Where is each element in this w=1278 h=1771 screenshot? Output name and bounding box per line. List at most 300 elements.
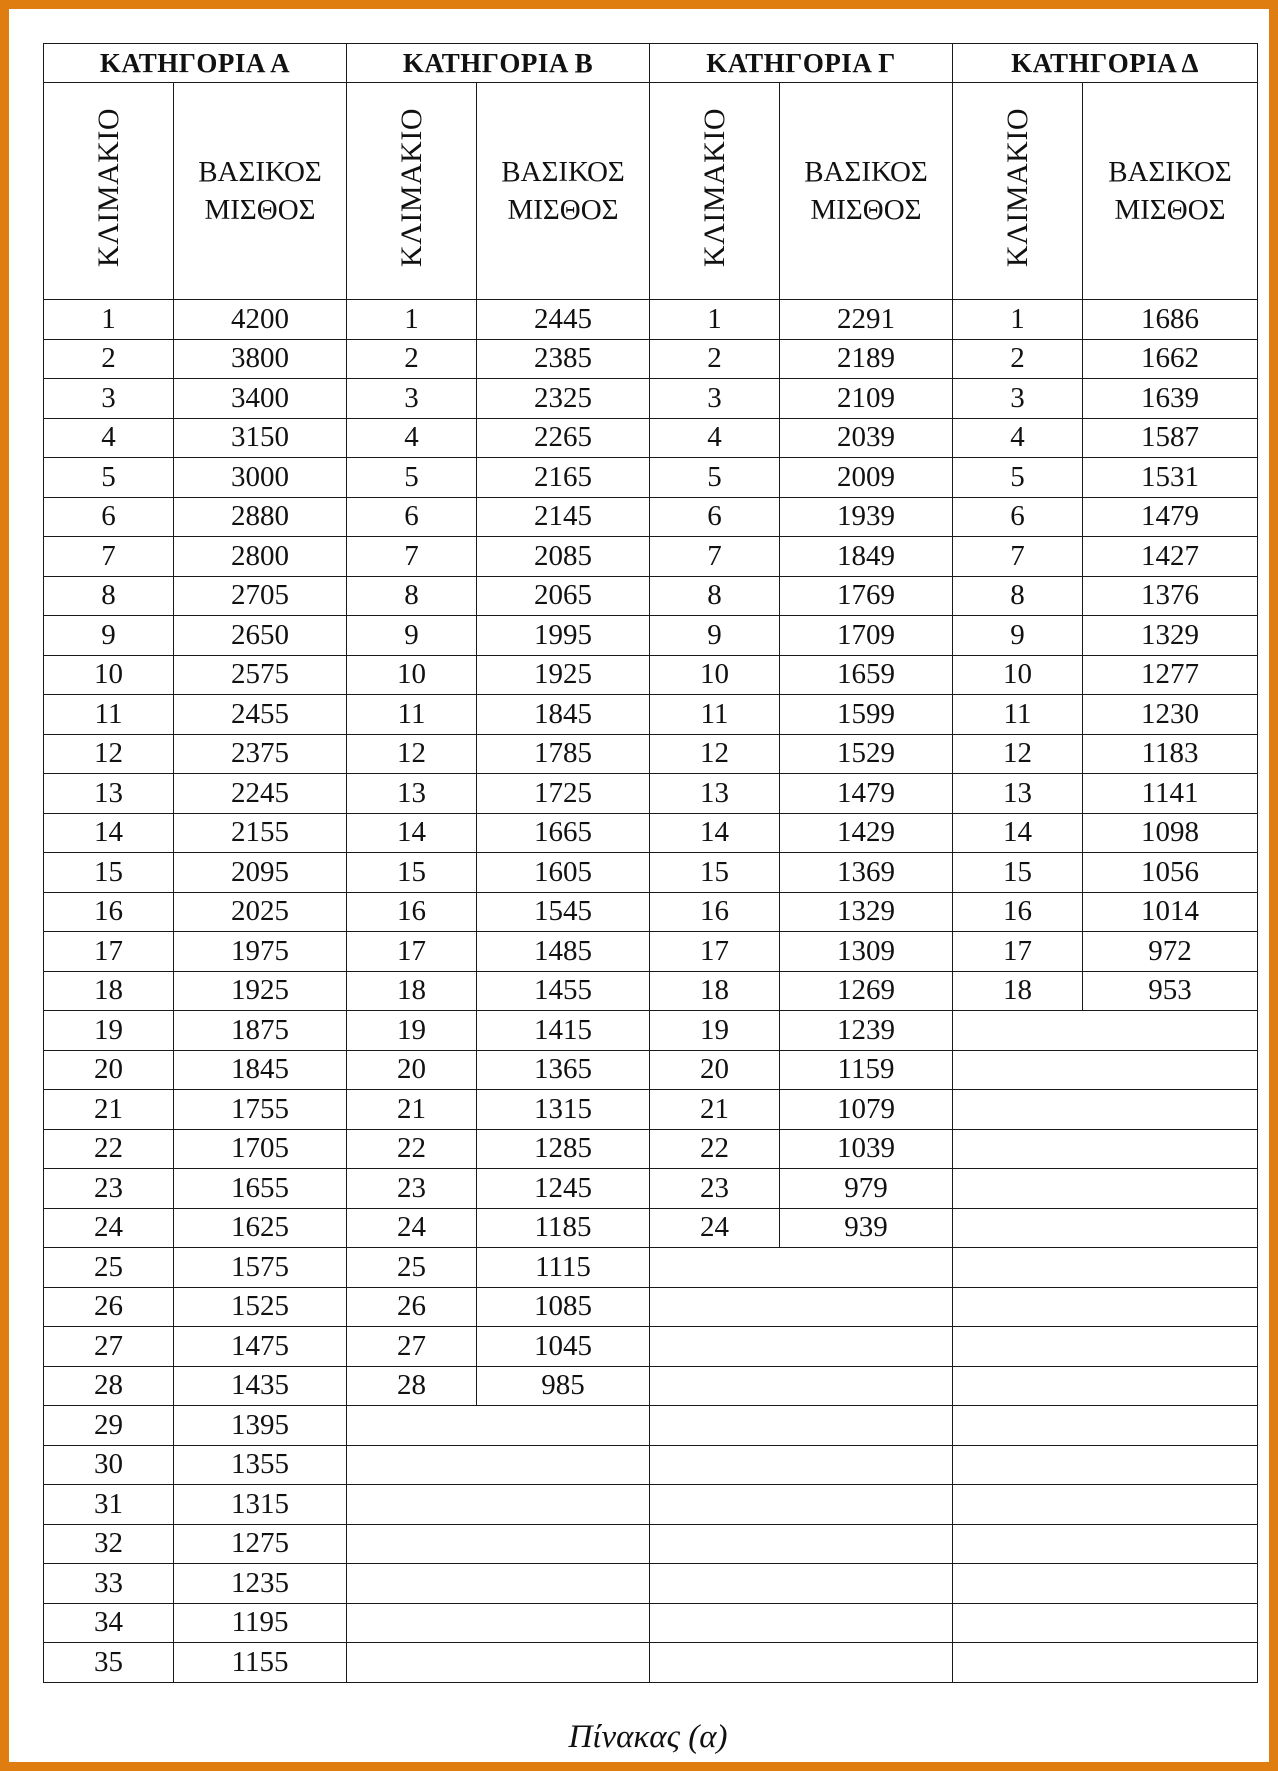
table-row xyxy=(44,1169,1258,1209)
salary-cell: 2705 xyxy=(174,576,347,616)
salary-cell: 1455 xyxy=(477,971,650,1011)
salary-cell: 1183 xyxy=(1083,734,1258,774)
salary-cell: 1115 xyxy=(477,1248,650,1288)
step-cell: 14 xyxy=(953,813,1083,853)
step-cell: 21 xyxy=(347,1090,477,1130)
salary-cell: 1155 xyxy=(174,1643,347,1683)
step-cell: 17 xyxy=(650,932,780,972)
salary-cell: 1655 xyxy=(174,1169,347,1209)
step-header-label: ΚΛΙΜΑΚΙΟ xyxy=(91,108,125,268)
step-cell: 26 xyxy=(44,1287,174,1327)
table-row xyxy=(44,1129,1258,1169)
salary-cell: 1141 xyxy=(1083,774,1258,814)
salary-header-line2: ΜΙΣΘΟΣ xyxy=(204,194,316,226)
salary-cell: 2265 xyxy=(477,418,650,458)
salary-cell: 2025 xyxy=(174,892,347,932)
salary-cell: 953 xyxy=(1083,971,1258,1011)
empty-cell xyxy=(650,1406,953,1446)
step-cell: 15 xyxy=(44,853,174,893)
salary-cell: 1235 xyxy=(174,1564,347,1604)
step-column-header xyxy=(953,83,1083,300)
step-cell: 23 xyxy=(650,1169,780,1209)
table-row xyxy=(44,655,1258,695)
step-cell: 10 xyxy=(650,655,780,695)
salary-cell: 972 xyxy=(1083,932,1258,972)
step-cell: 1 xyxy=(347,300,477,340)
step-cell: 27 xyxy=(44,1327,174,1367)
salary-cell: 1039 xyxy=(780,1129,953,1169)
step-cell: 22 xyxy=(44,1129,174,1169)
salary-cell: 2095 xyxy=(174,853,347,893)
empty-cell xyxy=(953,1248,1258,1288)
empty-cell xyxy=(953,1485,1258,1525)
salary-cell: 1599 xyxy=(780,695,953,735)
step-cell: 7 xyxy=(650,537,780,577)
salary-cell: 2880 xyxy=(174,497,347,537)
table-row xyxy=(44,1564,1258,1604)
step-column-header xyxy=(650,83,780,300)
salary-cell: 1639 xyxy=(1083,379,1258,419)
step-cell: 11 xyxy=(347,695,477,735)
empty-cell xyxy=(953,1643,1258,1683)
empty-cell xyxy=(953,1524,1258,1564)
empty-cell xyxy=(953,1169,1258,1209)
salary-cell: 1369 xyxy=(780,853,953,893)
empty-cell xyxy=(953,1564,1258,1604)
empty-cell xyxy=(953,1011,1258,1051)
salary-header-line1: ΒΑΣΙΚΟΣ xyxy=(501,156,625,188)
salary-header-line1: ΒΑΣΙΚΟΣ xyxy=(1108,156,1232,188)
salary-cell: 979 xyxy=(780,1169,953,1209)
empty-cell xyxy=(953,1129,1258,1169)
salary-cell: 1285 xyxy=(477,1129,650,1169)
step-cell: 12 xyxy=(953,734,1083,774)
table-caption: Πίνακας (α) xyxy=(568,1719,728,1755)
step-cell: 19 xyxy=(650,1011,780,1051)
step-cell: 3 xyxy=(44,379,174,419)
step-cell: 5 xyxy=(650,458,780,498)
step-header-label: ΚΛΙΜΑΚΙΟ xyxy=(394,108,428,268)
step-cell: 4 xyxy=(650,418,780,458)
step-cell: 4 xyxy=(953,418,1083,458)
salary-header-line1: ΒΑΣΙΚΟΣ xyxy=(198,156,322,188)
salary-cell: 1329 xyxy=(1083,616,1258,656)
step-cell: 33 xyxy=(44,1564,174,1604)
salary-cell: 1085 xyxy=(477,1287,650,1327)
salary-cell: 1415 xyxy=(477,1011,650,1051)
table-row xyxy=(44,616,1258,656)
salary-cell: 1545 xyxy=(477,892,650,932)
salary-cell: 2189 xyxy=(780,339,953,379)
empty-cell xyxy=(953,1406,1258,1446)
salary-cell: 1315 xyxy=(477,1090,650,1130)
step-cell: 22 xyxy=(650,1129,780,1169)
step-cell: 22 xyxy=(347,1129,477,1169)
salary-cell: 2800 xyxy=(174,537,347,577)
salary-cell: 1665 xyxy=(477,813,650,853)
step-cell: 18 xyxy=(650,971,780,1011)
salary-cell: 2445 xyxy=(477,300,650,340)
salary-cell: 1185 xyxy=(477,1208,650,1248)
salary-cell: 2245 xyxy=(174,774,347,814)
empty-cell xyxy=(650,1643,953,1683)
salary-cell: 1079 xyxy=(780,1090,953,1130)
table-row xyxy=(44,1406,1258,1446)
salary-column-header xyxy=(1083,83,1258,300)
column-header-row xyxy=(44,83,1258,300)
step-cell: 23 xyxy=(44,1169,174,1209)
salary-cell: 2650 xyxy=(174,616,347,656)
step-cell: 17 xyxy=(347,932,477,972)
step-cell: 16 xyxy=(650,892,780,932)
salary-cell: 3150 xyxy=(174,418,347,458)
salary-cell: 985 xyxy=(477,1366,650,1406)
empty-cell xyxy=(953,1366,1258,1406)
salary-rows xyxy=(44,300,1258,1683)
step-cell: 16 xyxy=(347,892,477,932)
step-header-label: ΚΛΙΜΑΚΙΟ xyxy=(1000,108,1034,268)
salary-cell: 2165 xyxy=(477,458,650,498)
step-cell: 8 xyxy=(347,576,477,616)
step-cell: 6 xyxy=(650,497,780,537)
step-cell: 21 xyxy=(44,1090,174,1130)
salary-cell: 3400 xyxy=(174,379,347,419)
salary-cell: 3800 xyxy=(174,339,347,379)
step-cell: 2 xyxy=(347,339,477,379)
table-row xyxy=(44,300,1258,340)
step-cell: 24 xyxy=(347,1208,477,1248)
salary-cell: 2085 xyxy=(477,537,650,577)
step-cell: 5 xyxy=(44,458,174,498)
table-row xyxy=(44,1445,1258,1485)
table-row xyxy=(44,1603,1258,1643)
category-c-title: ΚΑΤΗΓΟΡΙΑ Γ xyxy=(650,44,953,83)
salary-header-line1: ΒΑΣΙΚΟΣ xyxy=(804,156,928,188)
empty-cell xyxy=(953,1090,1258,1130)
salary-cell: 1014 xyxy=(1083,892,1258,932)
salary-cell: 1195 xyxy=(174,1603,347,1643)
step-cell: 1 xyxy=(953,300,1083,340)
salary-cell: 1355 xyxy=(174,1445,347,1485)
salary-cell: 1429 xyxy=(780,813,953,853)
salary-cell: 1659 xyxy=(780,655,953,695)
step-cell: 24 xyxy=(44,1208,174,1248)
step-cell: 11 xyxy=(953,695,1083,735)
salary-cell: 1056 xyxy=(1083,853,1258,893)
step-cell: 13 xyxy=(44,774,174,814)
salary-cell: 1625 xyxy=(174,1208,347,1248)
step-cell: 6 xyxy=(347,497,477,537)
salary-cell: 1605 xyxy=(477,853,650,893)
empty-cell xyxy=(953,1050,1258,1090)
empty-cell xyxy=(347,1406,650,1446)
table-row xyxy=(44,695,1258,735)
step-column-header xyxy=(347,83,477,300)
salary-cell: 1709 xyxy=(780,616,953,656)
step-cell: 34 xyxy=(44,1603,174,1643)
table-row xyxy=(44,1208,1258,1248)
salary-cell: 1662 xyxy=(1083,339,1258,379)
step-cell: 2 xyxy=(650,339,780,379)
salary-header-line2: ΜΙΣΘΟΣ xyxy=(810,194,922,226)
step-cell: 30 xyxy=(44,1445,174,1485)
step-cell: 21 xyxy=(650,1090,780,1130)
step-cell: 23 xyxy=(347,1169,477,1209)
salary-cell: 1245 xyxy=(477,1169,650,1209)
empty-cell xyxy=(347,1524,650,1564)
table-row xyxy=(44,339,1258,379)
step-cell: 20 xyxy=(650,1050,780,1090)
salary-cell: 1309 xyxy=(780,932,953,972)
step-cell: 16 xyxy=(953,892,1083,932)
salary-column-header xyxy=(780,83,953,300)
step-cell: 19 xyxy=(347,1011,477,1051)
salary-cell: 939 xyxy=(780,1208,953,1248)
table-row xyxy=(44,537,1258,577)
salary-cell: 1475 xyxy=(174,1327,347,1367)
step-cell: 25 xyxy=(347,1248,477,1288)
table-row xyxy=(44,1050,1258,1090)
step-cell: 18 xyxy=(347,971,477,1011)
step-cell: 13 xyxy=(347,774,477,814)
salary-cell: 1995 xyxy=(477,616,650,656)
salary-cell: 1529 xyxy=(780,734,953,774)
empty-cell xyxy=(650,1366,953,1406)
empty-cell xyxy=(953,1327,1258,1367)
step-cell: 24 xyxy=(650,1208,780,1248)
salary-cell: 1845 xyxy=(477,695,650,735)
step-cell: 14 xyxy=(347,813,477,853)
step-cell: 29 xyxy=(44,1406,174,1446)
salary-cell: 2325 xyxy=(477,379,650,419)
table-row xyxy=(44,379,1258,419)
step-cell: 4 xyxy=(347,418,477,458)
table-row xyxy=(44,774,1258,814)
salary-cell: 2575 xyxy=(174,655,347,695)
table-row xyxy=(44,932,1258,972)
table-row xyxy=(44,1090,1258,1130)
step-cell: 10 xyxy=(44,655,174,695)
step-cell: 8 xyxy=(44,576,174,616)
salary-cell: 1277 xyxy=(1083,655,1258,695)
empty-cell xyxy=(347,1603,650,1643)
salary-header-line2: ΜΙΣΘΟΣ xyxy=(507,194,619,226)
salary-cell: 1435 xyxy=(174,1366,347,1406)
table-row xyxy=(44,892,1258,932)
salary-cell: 2455 xyxy=(174,695,347,735)
salary-cell: 1479 xyxy=(1083,497,1258,537)
step-cell: 16 xyxy=(44,892,174,932)
salary-cell: 1098 xyxy=(1083,813,1258,853)
step-cell: 15 xyxy=(650,853,780,893)
salary-cell: 1329 xyxy=(780,892,953,932)
table-row xyxy=(44,1643,1258,1683)
category-d-title: ΚΑΤΗΓΟΡΙΑ Δ xyxy=(953,44,1258,83)
step-cell: 9 xyxy=(347,616,477,656)
step-cell: 10 xyxy=(347,655,477,695)
salary-cell: 1769 xyxy=(780,576,953,616)
salary-cell: 1849 xyxy=(780,537,953,577)
step-cell: 6 xyxy=(44,497,174,537)
salary-cell: 2039 xyxy=(780,418,953,458)
salary-cell: 1525 xyxy=(174,1287,347,1327)
salary-cell: 1479 xyxy=(780,774,953,814)
step-cell: 2 xyxy=(44,339,174,379)
step-cell: 5 xyxy=(347,458,477,498)
table-row xyxy=(44,576,1258,616)
step-cell: 14 xyxy=(650,813,780,853)
step-cell: 9 xyxy=(953,616,1083,656)
empty-cell xyxy=(650,1327,953,1367)
salary-cell: 2145 xyxy=(477,497,650,537)
salary-cell: 1485 xyxy=(477,932,650,972)
step-cell: 12 xyxy=(347,734,477,774)
salary-cell: 1725 xyxy=(477,774,650,814)
salary-cell: 3000 xyxy=(174,458,347,498)
step-cell: 28 xyxy=(44,1366,174,1406)
step-column-header xyxy=(44,83,174,300)
step-cell: 25 xyxy=(44,1248,174,1288)
step-cell: 9 xyxy=(44,616,174,656)
salary-cell: 1365 xyxy=(477,1050,650,1090)
step-cell: 5 xyxy=(953,458,1083,498)
step-cell: 7 xyxy=(953,537,1083,577)
salary-cell: 1045 xyxy=(477,1327,650,1367)
table-row xyxy=(44,497,1258,537)
step-header-label: ΚΛΙΜΑΚΙΟ xyxy=(697,108,731,268)
step-cell: 10 xyxy=(953,655,1083,695)
step-cell: 1 xyxy=(650,300,780,340)
step-cell: 13 xyxy=(953,774,1083,814)
category-b-title: ΚΑΤΗΓΟΡΙΑ Β xyxy=(347,44,650,83)
salary-cell: 1755 xyxy=(174,1090,347,1130)
salary-cell: 1575 xyxy=(174,1248,347,1288)
step-cell: 20 xyxy=(347,1050,477,1090)
step-cell: 3 xyxy=(347,379,477,419)
empty-cell xyxy=(347,1445,650,1485)
salary-cell: 1925 xyxy=(477,655,650,695)
salary-cell: 2109 xyxy=(780,379,953,419)
step-cell: 9 xyxy=(650,616,780,656)
empty-cell xyxy=(953,1208,1258,1248)
salary-cell: 2291 xyxy=(780,300,953,340)
step-cell: 2 xyxy=(953,339,1083,379)
salary-cell: 1315 xyxy=(174,1485,347,1525)
table-row xyxy=(44,1524,1258,1564)
table-row xyxy=(44,971,1258,1011)
step-cell: 15 xyxy=(347,853,477,893)
step-cell: 17 xyxy=(44,932,174,972)
salary-cell: 2385 xyxy=(477,339,650,379)
table-row xyxy=(44,1011,1258,1051)
empty-cell xyxy=(650,1445,953,1485)
step-cell: 3 xyxy=(650,379,780,419)
step-cell: 32 xyxy=(44,1524,174,1564)
salary-cell: 1845 xyxy=(174,1050,347,1090)
salary-cell: 2155 xyxy=(174,813,347,853)
salary-cell: 1395 xyxy=(174,1406,347,1446)
category-header-row xyxy=(44,44,1258,83)
step-cell: 12 xyxy=(650,734,780,774)
salary-cell: 2009 xyxy=(780,458,953,498)
step-cell: 6 xyxy=(953,497,1083,537)
table-row xyxy=(44,1327,1258,1367)
step-cell: 8 xyxy=(650,576,780,616)
empty-cell xyxy=(650,1564,953,1604)
step-cell: 19 xyxy=(44,1011,174,1051)
empty-cell xyxy=(650,1248,953,1288)
step-cell: 28 xyxy=(347,1366,477,1406)
table-row xyxy=(44,418,1258,458)
step-cell: 15 xyxy=(953,853,1083,893)
step-cell: 8 xyxy=(953,576,1083,616)
step-cell: 12 xyxy=(44,734,174,774)
salary-cell: 1269 xyxy=(780,971,953,1011)
salary-cell: 1875 xyxy=(174,1011,347,1051)
table-row xyxy=(44,1248,1258,1288)
step-cell: 4 xyxy=(44,418,174,458)
empty-cell xyxy=(650,1485,953,1525)
salary-cell: 1239 xyxy=(780,1011,953,1051)
salary-column-header xyxy=(174,83,347,300)
step-cell: 35 xyxy=(44,1643,174,1683)
salary-cell: 1275 xyxy=(174,1524,347,1564)
salary-header-line2: ΜΙΣΘΟΣ xyxy=(1114,194,1226,226)
step-cell: 14 xyxy=(44,813,174,853)
step-cell: 1 xyxy=(44,300,174,340)
step-cell: 18 xyxy=(44,971,174,1011)
table-row xyxy=(44,1287,1258,1327)
step-cell: 27 xyxy=(347,1327,477,1367)
empty-cell xyxy=(347,1564,650,1604)
empty-cell xyxy=(347,1643,650,1683)
salary-cell: 1531 xyxy=(1083,458,1258,498)
table-row xyxy=(44,813,1258,853)
step-cell: 26 xyxy=(347,1287,477,1327)
step-cell: 17 xyxy=(953,932,1083,972)
table-row xyxy=(44,1485,1258,1525)
salary-column-header xyxy=(477,83,650,300)
salary-cell: 1939 xyxy=(780,497,953,537)
empty-cell xyxy=(650,1524,953,1564)
empty-cell xyxy=(650,1287,953,1327)
step-cell: 13 xyxy=(650,774,780,814)
step-cell: 7 xyxy=(44,537,174,577)
salary-cell: 1587 xyxy=(1083,418,1258,458)
salary-cell: 4200 xyxy=(174,300,347,340)
empty-cell xyxy=(650,1603,953,1643)
category-a-title: ΚΑΤΗΓΟΡΙΑ Α xyxy=(44,44,347,83)
salary-cell: 1159 xyxy=(780,1050,953,1090)
table-row xyxy=(44,734,1258,774)
salary-cell: 1975 xyxy=(174,932,347,972)
salary-cell: 1785 xyxy=(477,734,650,774)
step-cell: 3 xyxy=(953,379,1083,419)
salary-scale-table xyxy=(43,43,1258,1683)
salary-cell: 1376 xyxy=(1083,576,1258,616)
step-cell: 11 xyxy=(44,695,174,735)
salary-cell: 1705 xyxy=(174,1129,347,1169)
step-cell: 7 xyxy=(347,537,477,577)
step-cell: 11 xyxy=(650,695,780,735)
empty-cell xyxy=(953,1287,1258,1327)
table-row xyxy=(44,1366,1258,1406)
empty-cell xyxy=(347,1485,650,1525)
step-cell: 18 xyxy=(953,971,1083,1011)
step-cell: 20 xyxy=(44,1050,174,1090)
empty-cell xyxy=(953,1603,1258,1643)
table-row xyxy=(44,458,1258,498)
